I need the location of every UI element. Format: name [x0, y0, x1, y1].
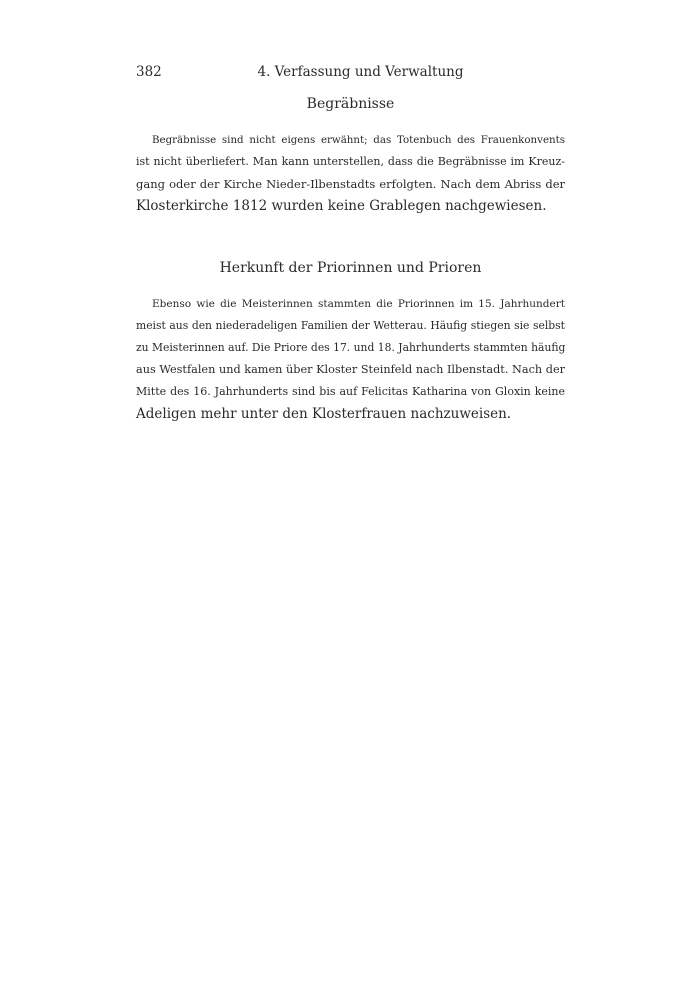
text-line: Mitte des 16. Jahrhunderts sind bis auf Felicitas Katharina von Gloxin keine — [136, 385, 565, 398]
paragraph-herkunft — [136, 293, 565, 425]
running-title: 4. Verfassung und Verwaltung — [257, 64, 464, 80]
text-line: zu Meisterinnen auf. Die Priore des 17. und 18. Jahrhunderts stammten häufig — [136, 341, 566, 354]
paragraph-begraebnisse — [136, 129, 565, 217]
page-number: 382 — [136, 64, 162, 80]
text-line: aus Westfalen und kamen über Kloster Steinfeld nach Ilbenstadt. Nach der — [136, 363, 565, 376]
text-line: Begräbnisse sind nicht eigens erwähnt; das Totenbuch des Frauenkonvents — [152, 134, 565, 146]
text-line: Adeligen mehr unter den Klosterfrauen nachzuweisen. — [136, 406, 512, 422]
text-line: ist nicht überliefert. Man kann unterstellen, dass die Begräbnisse im Kreuz- — [136, 155, 565, 168]
text-line: gang oder der Kirche Nieder-Ilbenstadts erfolgten. Nach dem Abriss der — [136, 177, 565, 191]
text-line: Ebenso wie die Meisterinnen stammten die Priorinnen im 15. Jahrhundert — [152, 298, 565, 310]
text-line: meist aus den niederadeligen Familien der Wetterau. Häufig stiegen sie selbst — [136, 319, 565, 332]
running-head — [136, 62, 565, 82]
section-heading-begraebnisse: Begräbnisse — [306, 96, 395, 112]
section-heading-herkunft: Herkunft der Priorinnen und Prioren — [219, 260, 482, 276]
text-line: Klosterkirche 1812 wurden keine Grablegen nachgewiesen. — [136, 198, 547, 214]
